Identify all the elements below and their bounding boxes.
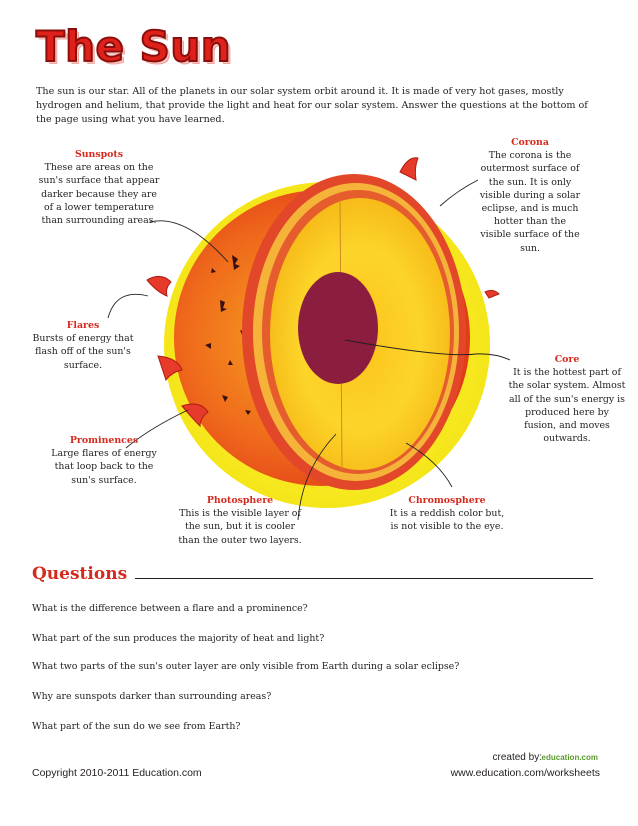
prominences-heading: Prominences (69, 435, 139, 446)
corona-heading: Corona (511, 137, 549, 148)
flares-label (24, 319, 142, 372)
core-label (508, 353, 626, 445)
footer-url[interactable]: www.education.com/worksheets (450, 767, 600, 779)
prominences-label (48, 434, 160, 487)
flares-heading: Flares (66, 320, 100, 331)
core-heading: Core (554, 354, 580, 365)
sunspots-label (38, 148, 160, 227)
chromosphere-text: It is a reddish color but, is not visible to the eye. (389, 508, 505, 533)
photosphere-heading: Photosphere (206, 495, 274, 506)
page-title: The Sun (36, 22, 232, 71)
question-5: What part of the sun do we see from Earth? (32, 721, 241, 732)
question-3: What two parts of the sun's outer layer are only visible from Earth during a solar eclipse? (32, 661, 460, 672)
question-4: Why are sunspots darker than surrounding areas? (32, 691, 272, 702)
chromosphere-label (386, 494, 508, 534)
photosphere-label (178, 494, 302, 547)
intro-paragraph: The sun is our star. All of the planets in our solar system orbit around it. It is made of very hot gases, mostly hydrogen and helium, that provide the light and heat for our solar system. Answer the questions at the bottom of the page using what you have learned. (36, 86, 588, 126)
core-text: It is the hottest part of the solar system. Almost all of the sun's energy is produced here by fusion, and moves outwards. (508, 367, 626, 445)
core (298, 272, 378, 384)
sunspots-text: These are areas on the sun's surface that appear darker because they are of a lower temperature than surrounding areas. (38, 162, 160, 227)
copyright-text: Copyright 2010-2011 Education.com (32, 767, 202, 779)
questions-rule (135, 578, 593, 579)
created-by-text: created by: (492, 752, 542, 763)
questions-heading: Questions (32, 564, 128, 584)
flares-text: Bursts of energy that flash off of the sun's surface. (32, 333, 134, 371)
corona-label (478, 136, 582, 255)
corona-leader (440, 180, 478, 206)
education-logo[interactable]: education.com (541, 753, 598, 762)
photosphere-text: This is the visible layer of the sun, but it is cooler than the outer two layers. (178, 508, 302, 546)
question-2: What part of the sun produces the majority of heat and light? (32, 633, 325, 644)
question-1: What is the difference between a flare and a prominence? (32, 603, 308, 614)
prominences-text: Large flares of energy that loop back to the sun's surface. (51, 448, 157, 486)
sunspots-heading: Sunspots (74, 149, 124, 160)
corona-text: The corona is the outermost surface of the sun. It is only visible during a solar eclipse, and is much hotter than the visible surface of the sun. (479, 150, 581, 254)
flares-leader (108, 294, 148, 318)
chromosphere-heading: Chromosphere (408, 495, 486, 506)
